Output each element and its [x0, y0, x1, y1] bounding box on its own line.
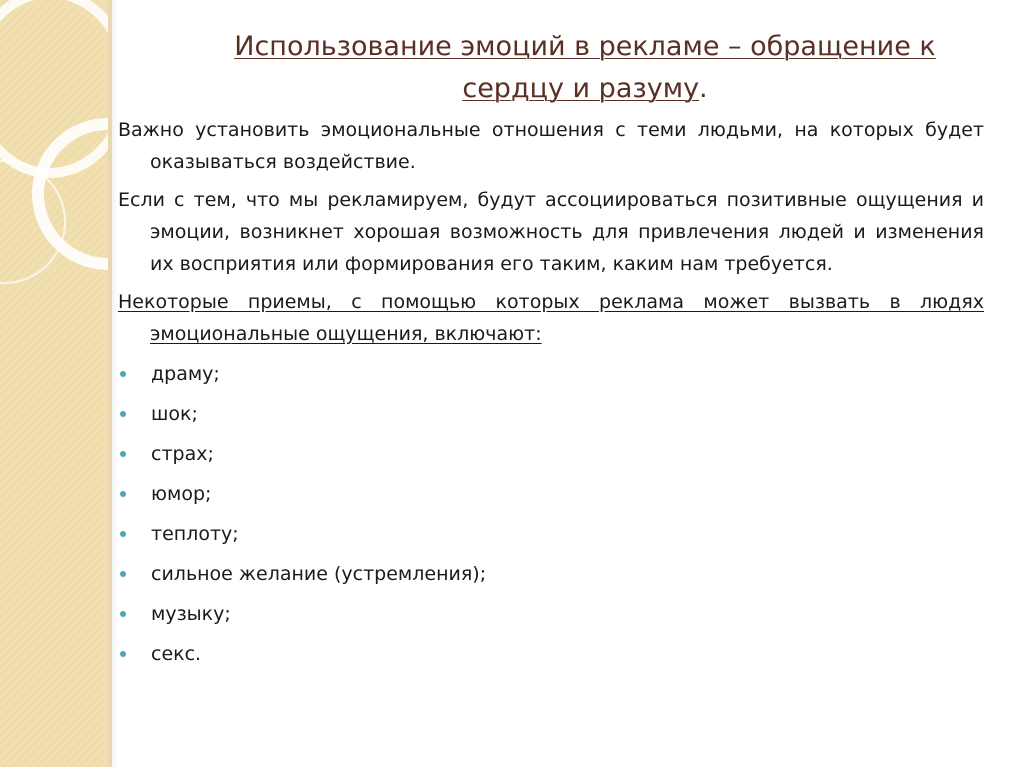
slide-title	[200, 26, 970, 110]
list-item-label: музыку;	[151, 603, 231, 625]
bullet-icon	[120, 651, 126, 657]
bullet-icon	[120, 451, 126, 457]
list-item-label: шок;	[151, 403, 198, 425]
list-item	[118, 558, 984, 598]
paragraph: Важно установить эмоциональные отношения с теми людьми, на которых будет оказываться воздействие.	[118, 119, 984, 173]
list-item-label: сильное желание (устремления);	[151, 563, 487, 585]
bullet-icon	[120, 531, 126, 537]
decorative-sidebar	[0, 0, 112, 767]
technique-list	[118, 358, 984, 678]
list-item-label: юмор;	[151, 483, 212, 505]
title-line-2: сердцу и разуму	[462, 73, 700, 104]
paragraph-text: Некоторые приемы, с помощью которых реклама может вызвать в людях эмоциональные ощущения, включают:	[118, 291, 984, 345]
title-end: .	[699, 73, 708, 104]
list-item	[118, 438, 984, 478]
bullet-icon	[120, 571, 126, 577]
bullet-icon	[120, 491, 126, 497]
title-line-1: Использование эмоций в рекламе – обращение к	[234, 31, 936, 62]
list-item-label: теплоту;	[151, 523, 239, 545]
slide-body	[118, 114, 984, 678]
list-item	[118, 398, 984, 438]
bullet-icon	[120, 411, 126, 417]
list-item	[118, 518, 984, 558]
list-item-label: драму;	[151, 363, 220, 385]
list-item	[118, 478, 984, 518]
paragraph: Если с тем, что мы рекламируем, будут ассоциироваться позитивные ощущения и эмоции, возникнет хорошая возможность для привлечения людей и изменения их восприятия или формирования его таким, каким нам требуется.	[118, 189, 984, 275]
list-item-label: страх;	[151, 443, 214, 465]
bullet-icon	[120, 611, 126, 617]
list-item-label: секс.	[151, 643, 202, 665]
list-item	[118, 638, 984, 678]
paragraph-underlined	[118, 286, 984, 350]
list-item	[118, 358, 984, 398]
list-item	[118, 598, 984, 638]
bullet-icon	[120, 371, 126, 377]
